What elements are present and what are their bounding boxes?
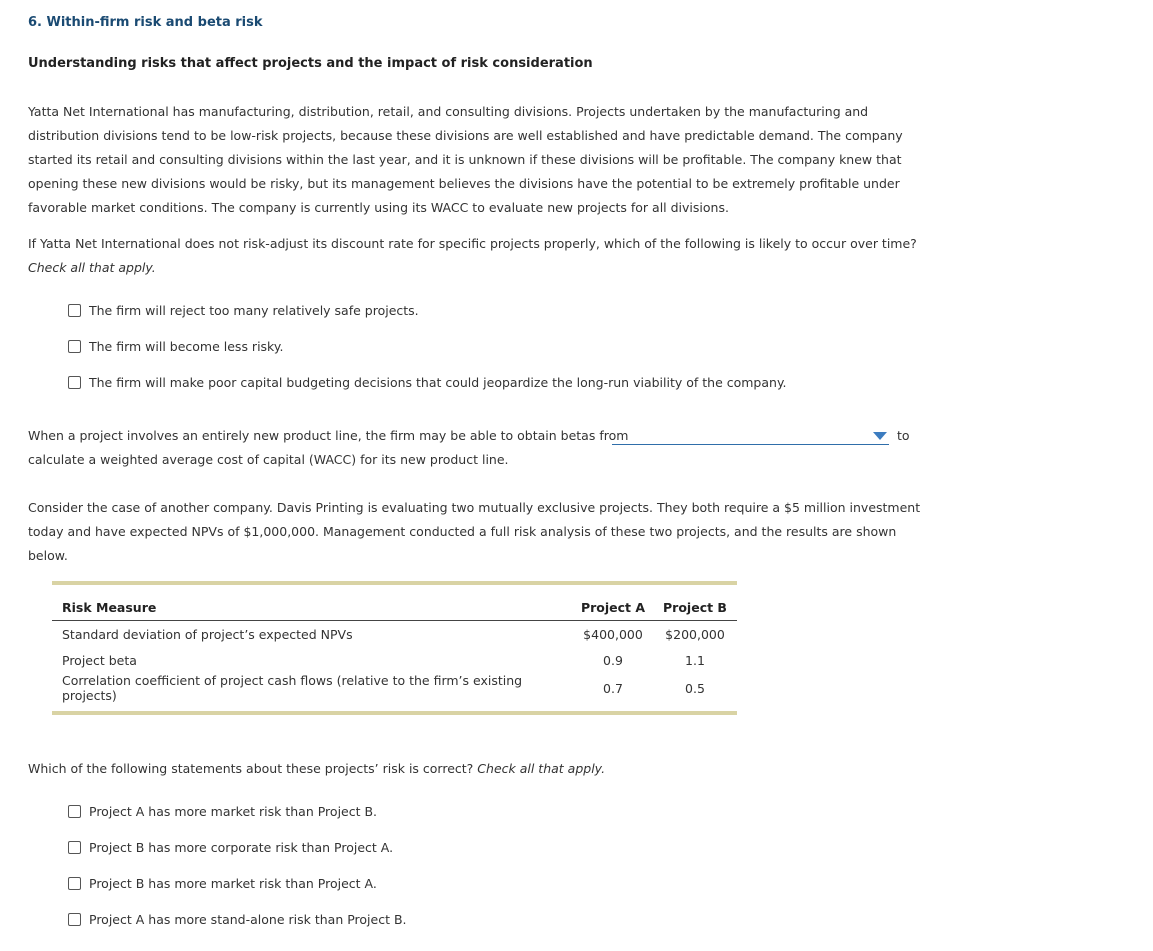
question2-text-before: When a project involves an entirely new product line, the firm may be able to obtain betas from (28, 428, 629, 443)
intro-paragraph: Yatta Net International has manufacturing, distribution, retail, and consulting divisions. Projects undertaken by the manufacturing and distribution divisions tend to be low-risk projects, because these divisions are well established and have predictable demand. The company started its retail and consulting divisions within the last year, and it is unknown if these divisions will be profitable. The company knew that opening these new divisions would be risky, but its management believes the divisions have the potential to be extremely profitable under favorable market conditions. The company is currently using its WACC to evaluate new projects for all divisions. (28, 104, 903, 215)
project-b-value: 1.1 (685, 652, 705, 668)
project-b-value: 0.5 (685, 680, 705, 696)
q1-option-3-label: The firm will make poor capital budgeting decisions that could jeopardize the long-run viability of the company. (89, 374, 787, 390)
q3-option-3-label: Project B has more market risk than Project A. (89, 875, 377, 891)
q1-option-1-label: The firm will reject too many relatively safe projects. (89, 302, 419, 318)
risk-table (52, 581, 737, 715)
table-row (52, 647, 737, 673)
project-b-value: $200,000 (665, 626, 725, 642)
beta-source-dropdown[interactable] (612, 428, 889, 445)
project-a-value: 0.7 (603, 680, 623, 696)
checkbox[interactable] (68, 841, 81, 854)
row-label: Standard deviation of project’s expected NPVs (62, 626, 353, 642)
row-label: Project beta (62, 652, 137, 668)
checkbox[interactable] (68, 340, 81, 353)
table-row (52, 621, 737, 648)
project-a-value: 0.9 (603, 652, 623, 668)
question1-text: If Yatta Net International does not risk-adjust its discount rate for specific projects properly, which of the following is likely to occur over time? (28, 236, 917, 251)
header-risk-measure: Risk Measure (52, 585, 573, 621)
q1-option-3[interactable] (68, 373, 787, 391)
q3-option-1-label: Project A has more market risk than Project B. (89, 803, 378, 819)
table-bottom-border (52, 711, 737, 715)
row-label: Correlation coefficient of project cash flows (relative to the firm’s existing projects) (62, 673, 523, 703)
checkbox[interactable] (68, 304, 81, 317)
question3-text: Which of the following statements about these projects’ risk is correct? (28, 761, 474, 776)
q3-option-4-label: Project A has more stand-alone risk than Project B. (89, 911, 407, 927)
question1-prompt (28, 232, 938, 280)
header-project-b: Project B (653, 585, 737, 621)
question2-text-line2: calculate a weighted average cost of capital (WACC) for its new product line. (28, 452, 509, 467)
q3-option-4[interactable] (68, 910, 407, 928)
question3-instruction: Check all that apply. (477, 761, 606, 776)
checkbox[interactable] (68, 376, 81, 389)
chevron-down-icon[interactable] (873, 432, 887, 440)
risk-measures-table (52, 585, 737, 711)
question1-instruction: Check all that apply. (28, 260, 156, 275)
case-paragraph: Consider the case of another company. Davis Printing is evaluating two mutually exclusive projects. They both require a $5 million investment today and have expected NPVs of $1,000,000. Management conducted a full risk analysis of these two projects, and the results are shown below. (28, 500, 921, 563)
header-project-a: Project A (573, 585, 653, 621)
table-row (52, 673, 737, 703)
q3-option-2-label: Project B has more corporate risk than Project A. (89, 839, 394, 855)
section-title: 6. Within-firm risk and beta risk (28, 15, 263, 30)
question2-text-after: to (897, 428, 910, 443)
q3-option-3[interactable] (68, 874, 377, 892)
checkbox[interactable] (68, 877, 81, 890)
project-a-value: $400,000 (583, 626, 643, 642)
question3-prompt (28, 761, 605, 776)
q1-option-2-label: The firm will become less risky. (89, 338, 284, 354)
subheading: Understanding risks that affect projects and the impact of risk consideration (28, 56, 593, 71)
q1-option-1[interactable] (68, 301, 419, 319)
q3-option-1[interactable] (68, 802, 377, 820)
checkbox[interactable] (68, 913, 81, 926)
table-header-row (52, 585, 737, 621)
q1-option-2[interactable] (68, 337, 283, 355)
q3-option-2[interactable] (68, 838, 393, 856)
checkbox[interactable] (68, 805, 81, 818)
